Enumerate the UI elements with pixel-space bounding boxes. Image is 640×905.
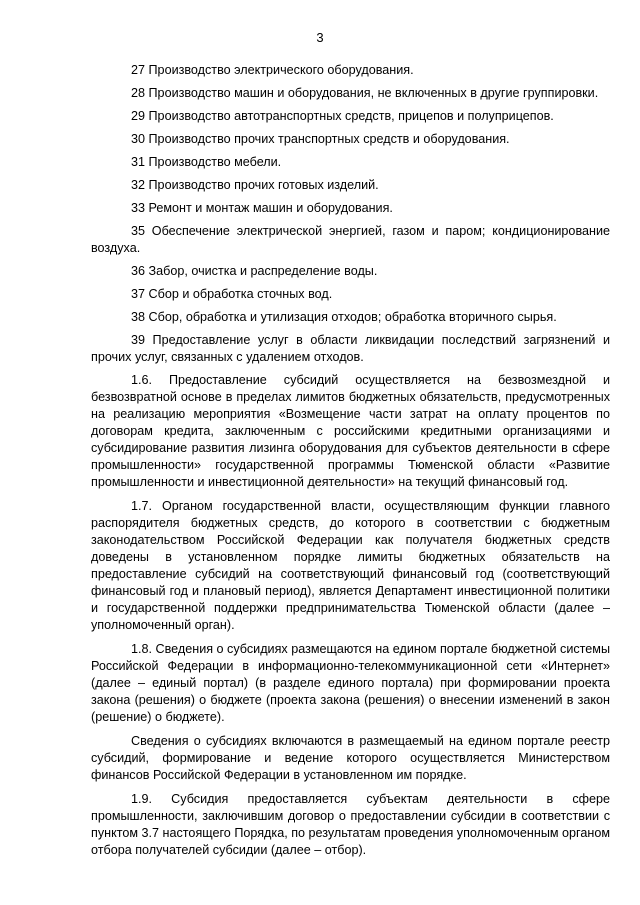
list-item: 36 Забор, очистка и распределение воды. <box>131 264 378 278</box>
section-paragraph: 1.8. Сведения о субсидиях размещаются на едином портале бюджетной системы Российской Федерации в информационно-телекоммуникационной сети «Интернет» (далее – единый портал) (в разделе единого портала) при формировании проекта закона (решения) о бюджете (проекта закона (решения) о внесении изменений в закон (решение) о бюджете). <box>91 642 610 724</box>
list-item: 31 Производство мебели. <box>131 155 282 169</box>
list-item: 32 Производство прочих готовых изделий. <box>131 178 379 192</box>
section-paragraph: 1.9. Субсидия предоставляется субъектам деятельности в сфере промышленности, заключившим договор о предоставлении субсидии в соответствии с пунктом 3.7 настоящего Порядка, по результатам проведения уполномоченным органом отбора получателей субсидии (далее – отбор). <box>91 792 610 857</box>
list-item: 29 Производство автотранспортных средств, прицепов и полуприцепов. <box>131 109 554 123</box>
section-paragraph: 1.6. Предоставление субсидий осуществляется на безвозмездной и безвозвратной основе в пределах лимитов бюджетных обязательств, предусмотренных на реализацию мероприятия «Возмещение части затрат на оплату процентов по договорам кредита, заключенным с российскими кредитными организациями и субсидирование развития лизинга оборудования для субъектов деятельности в сфере промышленности» государственной программы Тюменской области «Развитие промышленности и инвестиционной деятельности» на текущий финансовый год. <box>91 373 610 489</box>
section-paragraph: Сведения о субсидиях включаются в размещаемый на едином портале реестр субсидий, формирование и ведение которого осуществляется Министерством финансов Российской Федерации в установленном им порядке. <box>91 734 610 782</box>
page-number: 3 <box>316 30 324 45</box>
list-item: 39 Предоставление услуг в области ликвидации последствий загрязнений и прочих услуг, связанных с удалением отходов. <box>91 333 610 364</box>
list-item: 27 Производство электрического оборудования. <box>131 63 414 77</box>
document-body <box>91 62 610 866</box>
section-paragraph: 1.7. Органом государственной власти, осуществляющим функции главного распорядителя бюджетных средств, до которого в соответствии с бюджетным законодательством Российской Федерации как получателя бюджетных средств доведены в установленном порядке лимиты бюджетных обязательств на предоставление субсидий на соответствующий финансовый год (соответствующий финансовый год и плановый период), является Департамент инвестиционной политики и государственной поддержки предпринимательства Тюменской области (далее – уполномоченный орган). <box>91 499 610 632</box>
list-item: 28 Производство машин и оборудования, не включенных в другие группировки. <box>131 86 599 100</box>
list-item: 35 Обеспечение электрической энергией, газом и паром; кондиционирование воздуха. <box>91 224 610 255</box>
list-item: 38 Сбор, обработка и утилизация отходов; обработка вторичного сырья. <box>131 310 557 324</box>
list-item: 30 Производство прочих транспортных средств и оборудования. <box>131 132 510 146</box>
list-item: 37 Сбор и обработка сточных вод. <box>131 287 333 301</box>
list-item: 33 Ремонт и монтаж машин и оборудования. <box>131 201 393 215</box>
